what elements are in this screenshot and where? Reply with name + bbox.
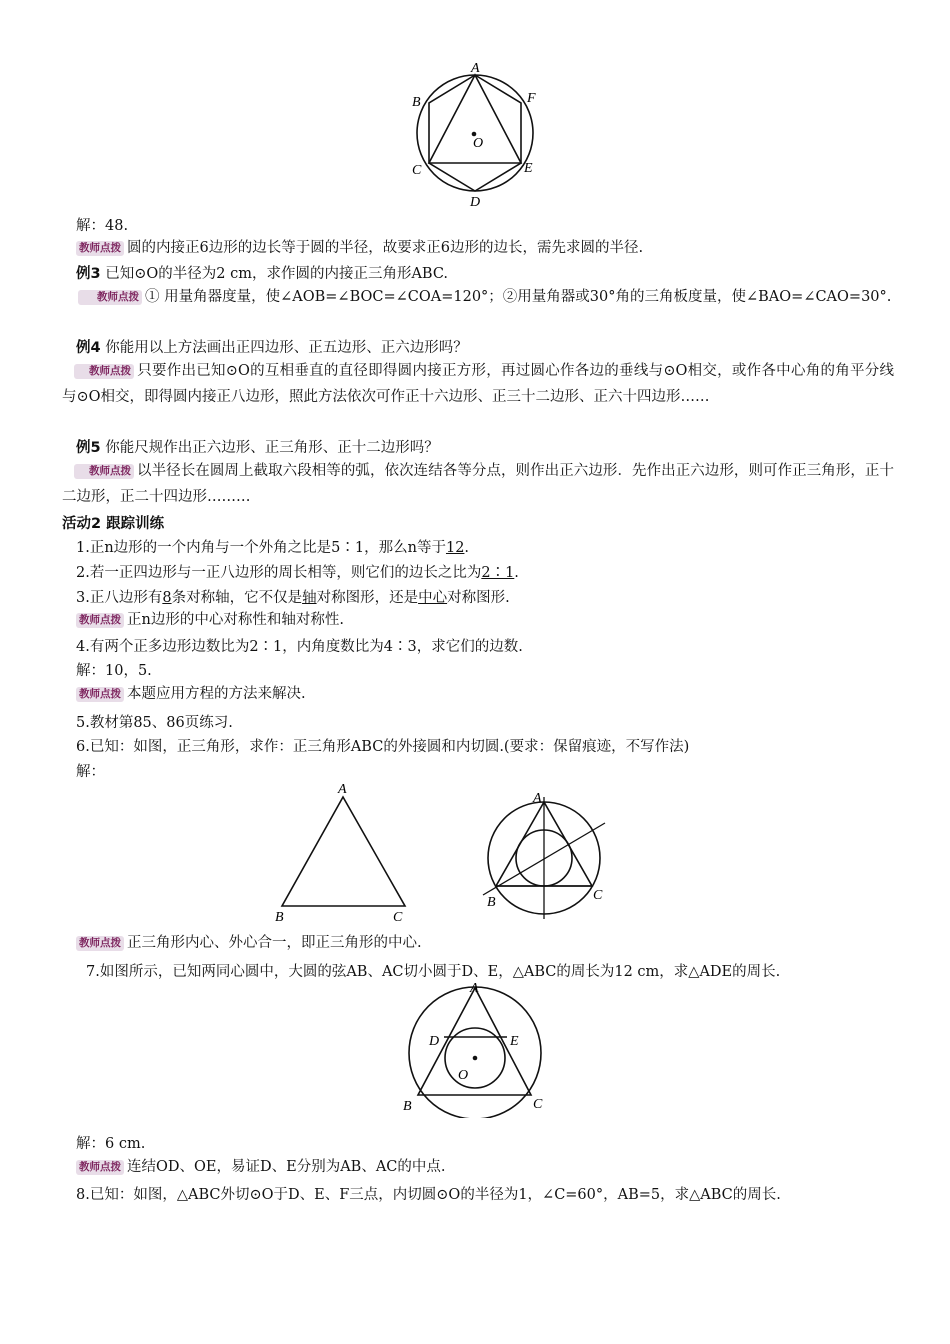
question-3-part1: 3.正八边形有 [76, 590, 163, 606]
solution-6: 解： [76, 764, 105, 780]
question-3-part4: 对称图形. [447, 590, 510, 606]
example-3-label: 例3 [76, 266, 101, 282]
question-4: 4.有两个正多边形边数比为2∶1，内角度数比为4∶3，求它们的边数. [76, 639, 523, 655]
question-1-answer: 12 [445, 540, 465, 556]
figure-hexagon-triangle [400, 55, 560, 210]
example-5 [76, 438, 439, 458]
tip-q7 [76, 1157, 446, 1177]
question-3-answer3: 中心 [418, 590, 448, 606]
tip-q3-text: 正n边形的中心对称性和轴对称性. [127, 612, 344, 628]
question-2-answer: 2∶1 [481, 565, 515, 581]
activity-title: 活动2 跟踪训练 [62, 516, 165, 532]
tip-q4-text: 本题应用方程的方法来解决. [127, 686, 306, 702]
question-2-text: 2.若一正四边形与一正八边形的周长相等，则它们的边长之比为 [76, 565, 482, 581]
label-b: B [487, 895, 496, 910]
solution-1: 解：48. [76, 218, 129, 234]
teacher-tip-badge: 教师点拨 [76, 613, 124, 628]
question-7: 7.如图所示，已知两同心圆中，大圆的弦AB、AC切小圆于D、E，△ABC的周长为12 cm，求△ADE的周长. [86, 964, 781, 980]
question-5: 5.教材第85、86页练习. [76, 715, 233, 731]
example-3-text: 已知⊙O的半径为2 cm，求作圆的内接正三角形ABC. [100, 266, 449, 282]
large-circle [409, 987, 541, 1118]
question-3 [76, 588, 510, 608]
example-4-label: 例4 [76, 340, 101, 356]
label-o: O [458, 1068, 469, 1083]
question-2 [76, 563, 519, 583]
tip-q6-text: 正三角形内心、外心合一，即正三角形的中心. [127, 935, 422, 951]
solution-4: 解：10，5. [76, 663, 152, 679]
question-3-answer1: 8 [162, 590, 172, 606]
question-1 [76, 538, 469, 558]
label-f: F [527, 91, 536, 106]
label-d: D [470, 195, 481, 210]
tip-q7-text: 连结OD、OE，易证D、E分别为AB、AC的中点. [127, 1159, 446, 1175]
tip-q4 [76, 684, 306, 704]
label-b: B [275, 910, 284, 925]
solution-7: 解：6 cm. [76, 1136, 146, 1152]
question-1-end: . [464, 540, 470, 556]
teacher-tip-badge: 教师点拨 [76, 241, 124, 256]
question-3-part3: 对称图形，还是 [316, 590, 419, 606]
example-3 [76, 264, 448, 284]
question-8: 8.已知：如图，△ABC外切⊙O于D、E、F三点，内切圆⊙O的半径为1，∠C=60°，AB=5，求△ABC的周长. [76, 1187, 781, 1203]
teacher-tip-badge: 教师点拨 [74, 364, 134, 379]
tip-5 [62, 458, 894, 510]
tip-q6 [76, 933, 422, 953]
label-a: A [533, 791, 542, 806]
tip-4-text: 只要作出已知⊙O的互相垂直的直径即得圆内接正方形，再过圆心作各边的垂线与⊙O相交，或作各中心角的角平分线与⊙O相交，即得圆内接正八边形，照此方法依次可作正十六边形、正三十二边形、正六十四边形…… [62, 363, 894, 405]
label-o: O [473, 136, 484, 151]
triangle-abc [282, 797, 405, 906]
figure-concentric-circles [398, 978, 558, 1118]
tip-5-text: 以半径长在圆周上截取六段相等的弧，依次连结各等分点，则作出正六边形．先作出正六边形，则可作正三角形，正十二边形，正二十四边形……… [62, 463, 894, 505]
label-a: A [470, 981, 479, 996]
label-b: B [412, 95, 421, 110]
tip-1-text: 圆的内接正6边形的边长等于圆的半径，故要求正6边形的边长，需先求圆的半径. [127, 240, 644, 256]
label-d: D [429, 1034, 440, 1049]
question-3-part2: 条对称轴，它不仅是 [171, 590, 303, 606]
label-c: C [412, 163, 422, 178]
example-4-text: 你能用以上方法画出正四边形、正五边形、正六边形吗？ [100, 340, 468, 356]
tip-3-text: ① 用量角器度量，使∠AOB=∠BOC=∠COA=120°；②用量角器或30°角的三角板度量，使∠BAO=∠CAO=30°. [145, 289, 892, 305]
question-6: 6.已知：如图，正三角形，求作：正三角形ABC的外接圆和内切圆.(要求：保留痕迹，不写作法) [76, 739, 690, 755]
tip-1 [76, 238, 643, 258]
question-1-text: 1.正n边形的一个内角与一个外角之比是5∶1，那么n等于 [76, 540, 446, 556]
figure-circumcircle-incircle [475, 783, 615, 923]
center-dot [473, 1056, 478, 1061]
question-3-answer2: 轴 [302, 590, 317, 606]
figure-triangle [265, 780, 425, 928]
teacher-tip-badge: 教师点拨 [76, 687, 124, 702]
label-c: C [533, 1097, 543, 1112]
tip-q3 [76, 610, 344, 630]
label-e: E [510, 1034, 519, 1049]
example-4 [76, 338, 468, 358]
teacher-tip-badge: 教师点拨 [76, 1160, 124, 1175]
label-b: B [403, 1099, 412, 1114]
tip-3 [62, 284, 894, 310]
tip-4 [62, 358, 894, 410]
label-e: E [524, 161, 533, 176]
example-5-label: 例5 [76, 440, 101, 456]
question-2-end: . [514, 565, 519, 581]
label-c: C [593, 888, 603, 903]
label-a: A [338, 782, 347, 797]
teacher-tip-badge: 教师点拨 [74, 464, 134, 479]
example-5-text: 你能尺规作出正六边形、正三角形、正十二边形吗？ [100, 440, 439, 456]
teacher-tip-badge: 教师点拨 [76, 936, 124, 951]
label-a: A [471, 61, 480, 76]
teacher-tip-badge: 教师点拨 [78, 290, 142, 305]
label-c: C [393, 910, 403, 925]
